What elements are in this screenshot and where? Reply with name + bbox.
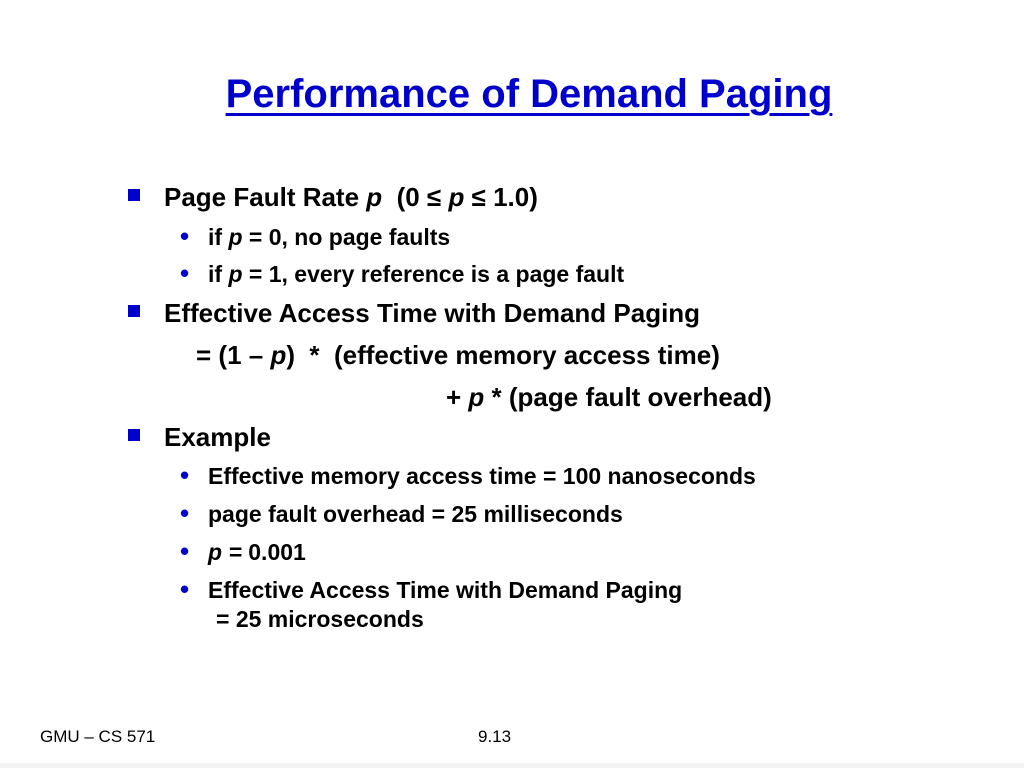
text: Page Fault Rate [164,182,367,212]
text: = (1 – [196,340,271,370]
text: ) * (effective memory access time) [286,340,720,370]
bullet-page-fault-rate [164,182,538,213]
subbullet-memory-access-time: Effective memory access time = 100 nanoseconds [208,463,756,489]
square-bullet-icon [128,189,140,201]
subbullet-p-one [208,261,624,288]
text: * (page fault overhead) [484,382,772,412]
square-bullet-icon [128,429,140,441]
text: if [208,261,229,287]
subbullet-page-fault-overhead: page fault overhead = 25 milliseconds [208,501,623,527]
bullet-example: Example [164,422,271,452]
text: 0.001 [241,539,306,565]
text: = 1, every reference is a page fault [242,261,625,287]
dot-bullet-icon: • [180,221,190,251]
dot-bullet-icon: • [180,258,190,288]
var-p: p [228,261,243,287]
var-p: p = [208,539,242,565]
text: = 0, no page faults [242,224,451,250]
subbullet-eat-result: Effective Access Time with Demand Paging [208,577,683,603]
text: if [208,224,229,250]
square-bullet-icon [128,305,140,317]
var-p: p [468,382,485,412]
dot-bullet-icon: • [180,460,190,490]
bottom-divider [0,763,1024,768]
bullet-effective-access-time: Effective Access Time with Demand Paging [164,298,701,328]
dot-bullet-icon: • [180,536,190,566]
text: (0 ≤ [382,182,449,212]
formula-line-1 [196,340,720,371]
var-p: p [270,340,287,370]
var-p: p [448,182,465,212]
subbullet-p-zero [208,224,450,251]
footer-slide-number: 9.13 [478,727,512,746]
var-p: p [228,224,243,250]
text: + [446,382,469,412]
footer-course: GMU – CS 571 [40,727,156,746]
subbullet-eat-result-value: = 25 microseconds [216,606,424,632]
subbullet-p-value [208,539,306,566]
slide-title: Performance of Demand Paging [225,72,833,116]
dot-bullet-icon: • [180,574,190,604]
text: ≤ 1.0) [464,182,538,212]
dot-bullet-icon: • [180,498,190,528]
formula-line-2 [446,382,772,413]
var-p: p [366,182,383,212]
